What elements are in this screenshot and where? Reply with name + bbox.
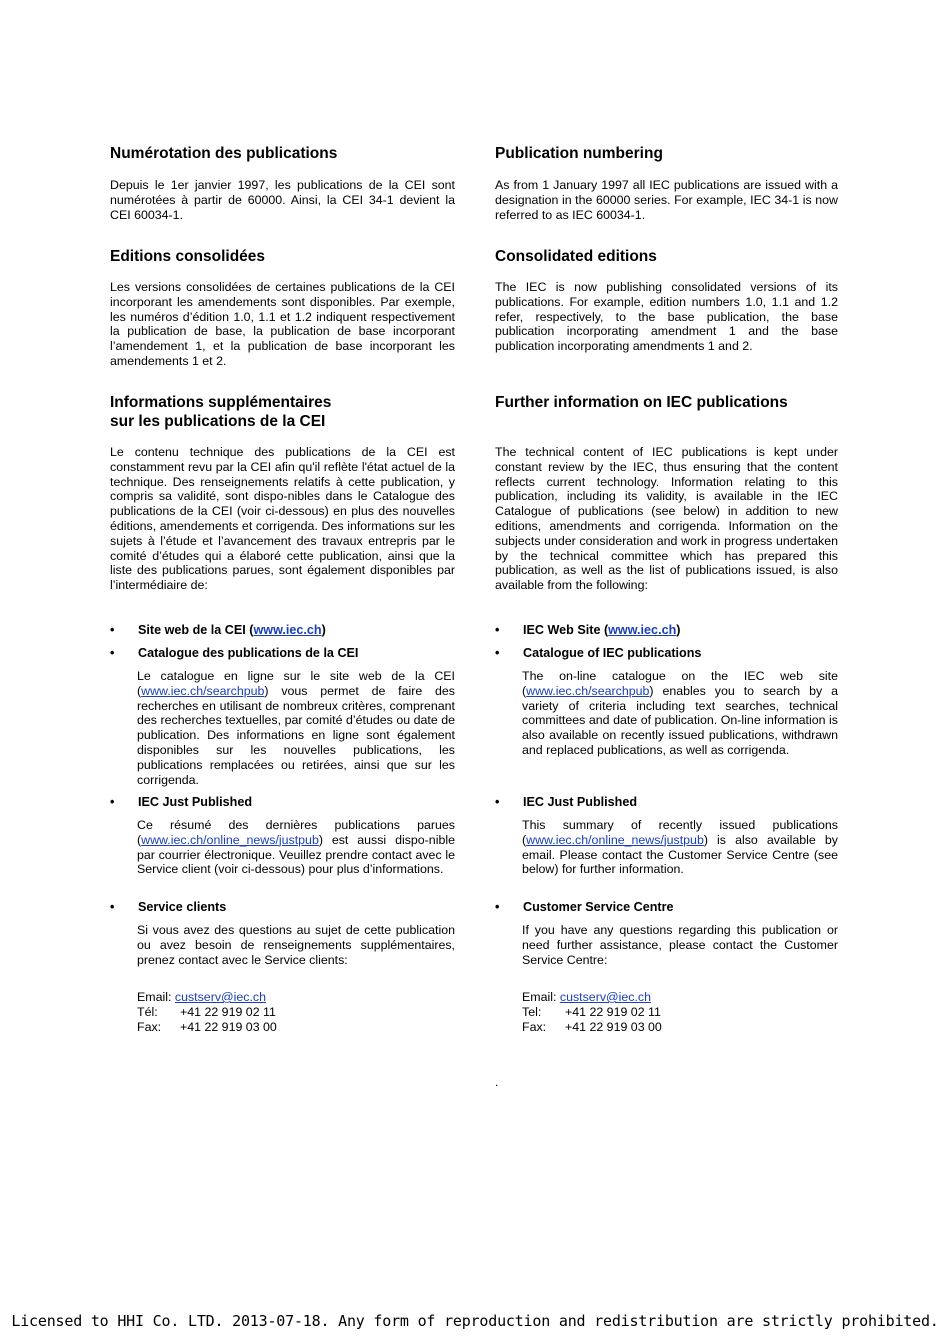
catalogue-body xyxy=(137,669,455,787)
bullet-icon: • xyxy=(495,900,500,914)
section-further-fr xyxy=(110,393,455,431)
bullet-icon: • xyxy=(495,795,500,809)
section-body-wrap xyxy=(495,445,838,593)
text: ) is also available by email. Please contact the Customer Service Centre (see below) for further information. xyxy=(522,832,838,877)
section-numbering-fr xyxy=(110,144,455,163)
just-published-body-wrap xyxy=(522,818,838,877)
bullet-label-close: ) xyxy=(321,623,326,637)
text: Ce résumé des dernières publications parues ( xyxy=(137,818,455,847)
service-body: Si vous avez des questions au sujet de cette publication ou avez besoin de renseignements supplémentaires, prenez contact avec le Service clients: xyxy=(137,923,455,967)
just-published-body xyxy=(522,818,838,877)
fax-value: +41 22 919 03 00 xyxy=(565,1019,662,1034)
section-body: As from 1 January 1997 all IEC publications are issued with a designation in the 60000 series. For example, IEC 34-1 is now referred to as IEC 60034-1. xyxy=(495,178,838,222)
section-further-en xyxy=(495,393,838,412)
section-consolidated-fr xyxy=(110,247,455,266)
bullet-label: Site web de la CEI ( xyxy=(138,623,254,637)
service-body-wrap xyxy=(522,923,838,967)
section-title: Publication numbering xyxy=(495,145,663,162)
catalogue-body-wrap xyxy=(137,669,455,787)
text: ) est aussi dispo-nible par courrier électronique. Veuillez prendre contact avec le Service client (voir ci-dessous) pour plus d’informations. xyxy=(137,832,455,877)
text: ) vous permet de faire des recherches en utilisant de nombreux critères, comprenant des recherches textuelles, par comité d’études ou date de publication. Des informations en ligne sont également disponibles sur les nouvelles publications, les publications remplacées ou retirées, ainsi que sur les corrigenda. xyxy=(137,683,455,787)
section-body: The IEC is now publishing consolidated versions of its publications. For example, edition numbers 1.0, 1.1 and 1.2 refer, respectively, to the base publication, the base publication incorporating amendment 1 and the base publication incorporating amendments 1 and 2. xyxy=(495,280,838,354)
justpub-link[interactable]: www.iec.ch/online_news/justpub xyxy=(526,832,704,847)
section-body-wrap xyxy=(495,178,838,222)
section-body-wrap xyxy=(495,280,838,354)
service-body-wrap xyxy=(137,923,455,967)
license-footer: Licensed to HHI Co. LTD. 2013-07-18. Any form of reproduction and redistribution are strictly prohibited. xyxy=(11,1312,939,1330)
email-link[interactable]: custserv@iec.ch xyxy=(559,990,651,1004)
section-title: Consolidated editions xyxy=(495,248,657,265)
bullet-label: IEC Web Site ( xyxy=(523,623,609,637)
bullet-icon: • xyxy=(110,795,115,809)
searchpub-link[interactable]: www.iec.ch/searchpub xyxy=(526,683,650,698)
section-consolidated-en xyxy=(495,247,838,266)
bullet-label: Customer Service Centre xyxy=(523,900,674,914)
section-title-line2: sur les publications de la CEI xyxy=(110,413,326,430)
section-title: Editions consolidées xyxy=(110,248,266,265)
contact-block-fr xyxy=(137,990,277,1034)
just-published-body-wrap xyxy=(137,818,455,877)
justpub-link[interactable]: www.iec.ch/online_news/justpub xyxy=(141,832,319,847)
bullet-label: Service clients xyxy=(138,900,227,914)
bullet-icon: • xyxy=(110,646,115,660)
bullet-icon: • xyxy=(110,623,115,637)
section-body: Les versions consolidées de certaines publications de la CEI incorporant les amendements sont disponibles. Par exemple, les numéros d’édition 1.0, 1.1 et 1.2 indiquent respectivement la publication de base, la publication de base incorporant l’amendement 1, et la publication de base incorporant les amendements 1 et 2. xyxy=(110,280,455,368)
fax-value: +41 22 919 03 00 xyxy=(180,1019,277,1034)
bullet-label: IEC Just Published xyxy=(523,795,638,809)
tel-value: +41 22 919 02 11 xyxy=(180,1004,276,1019)
section-title: Numérotation des publications xyxy=(110,145,338,162)
email-label: Email: xyxy=(137,990,172,1004)
section-body: The technical content of IEC publications is kept under constant review by the IEC, thus ensuring that the content reflects current technology. Information relating to this publication, including its validity, is available in the IEC Catalogue of publications (see below) in addition to new editions, amendments and corrigenda. Information on the subjects under consideration and work in progress undertaken by the technical committee which has prepared this publication, as well as the list of publications issued, is also available from the following: xyxy=(495,445,838,593)
section-body-wrap xyxy=(110,178,455,222)
section-body-wrap xyxy=(110,445,455,593)
contact-block-en xyxy=(522,990,662,1034)
section-body-wrap xyxy=(110,280,455,369)
section-title: Further information on IEC publications xyxy=(495,394,788,411)
text: This summary of recently issued publications ( xyxy=(522,818,838,847)
fax-label: Fax: xyxy=(137,1019,162,1034)
bullet-label: IEC Just Published xyxy=(138,795,253,809)
section-title-line1: Informations supplémentaires xyxy=(110,394,332,411)
section-body: Depuis le 1er janvier 1997, les publications de la CEI sont numérotées à partir de 60000. Ainsi, la CEI 34-1 devient la CEI 60034-1. xyxy=(110,178,455,222)
text: ) enables you to search by a variety of criteria including text searches, technical committees and date of publication. On-line information is also available on recently issued publications, withdrawn and replaced publications, as well as corrigenda. xyxy=(522,683,838,757)
bullet-icon: • xyxy=(495,646,500,660)
bullet-icon: • xyxy=(110,900,115,914)
tel-label: Tél: xyxy=(137,1004,158,1019)
catalogue-body-wrap xyxy=(522,669,838,758)
bullet-label: Catalogue des publications de la CEI xyxy=(138,646,359,660)
catalogue-body xyxy=(522,669,838,758)
email-link[interactable]: custserv@iec.ch xyxy=(174,990,266,1004)
text: The on-line catalogue on the IEC web site ( xyxy=(522,669,838,698)
tel-label: Tel: xyxy=(522,1004,542,1019)
searchpub-link[interactable]: www.iec.ch/searchpub xyxy=(141,683,265,698)
tel-value: +41 22 919 02 11 xyxy=(565,1004,661,1019)
website-link[interactable]: www.iec.ch xyxy=(253,623,322,637)
stray-period: . xyxy=(495,1075,499,1089)
website-link[interactable]: www.iec.ch xyxy=(608,623,677,637)
section-numbering-en xyxy=(495,144,838,163)
service-body: If you have any questions regarding this publication or need further assistance, please contact the Customer Service Centre: xyxy=(522,923,838,967)
section-body: Le contenu technique des publications de la CEI est constamment revu par la CEI afin qu'il reflète l'état actuel de la technique. Des renseignements relatifs à cette publication, y compris sa validité, sont dispo-nibles dans le Catalogue des publications de la CEI (voir ci-dessous) en plus des nouvelles éditions, amendements et corrigenda. Des informations sur les sujets à l’étude et l’avancement des travaux entrepris par le comité d’études qui a élaboré cette publication, ainsi que la liste des publications parues, sont également disponibles par l’intermédiaire de: xyxy=(110,445,455,593)
bullet-icon: • xyxy=(495,623,500,637)
fax-label: Fax: xyxy=(522,1019,547,1034)
bullet-label: Catalogue of IEC publications xyxy=(523,646,702,660)
bullet-label-close: ) xyxy=(676,623,681,637)
email-label: Email: xyxy=(522,990,557,1004)
just-published-body xyxy=(137,818,455,877)
text: Le catalogue en ligne sur le site web de la CEI ( xyxy=(137,669,455,698)
